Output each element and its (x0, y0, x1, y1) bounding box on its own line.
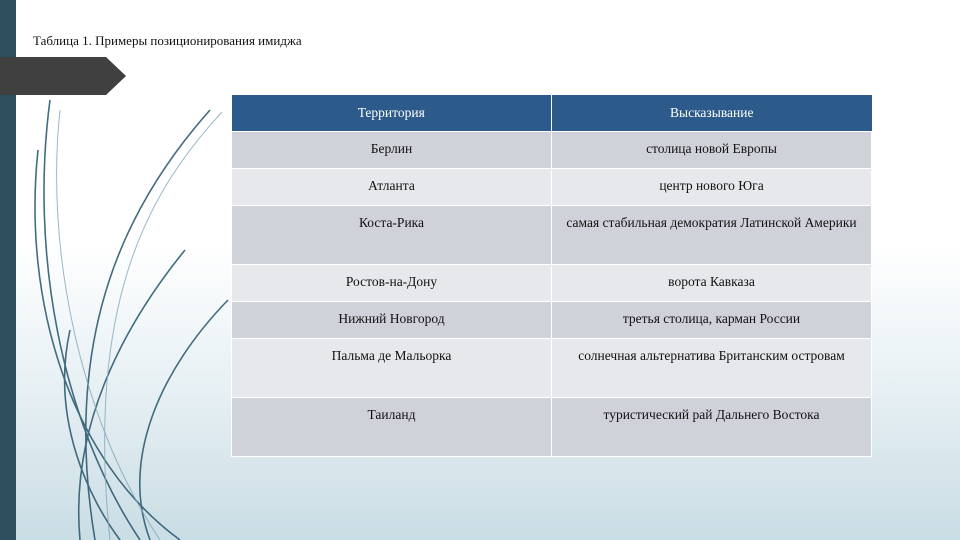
table-row (232, 169, 872, 206)
cell-statement: столица новой Европы (552, 132, 872, 169)
cell-statement: туристический рай Дальнего Востока (552, 398, 872, 457)
table-header-row (232, 95, 872, 132)
cell-territory: Нижний Новгород (232, 302, 552, 339)
cell-territory: Пальма де Мальорка (232, 339, 552, 398)
table-row (232, 302, 872, 339)
table-row (232, 339, 872, 398)
cell-territory: Коста-Рика (232, 206, 552, 265)
table-row (232, 398, 872, 457)
cell-statement: самая стабильная демократия Латинской Америки (552, 206, 872, 265)
cell-territory: Ростов-на-Дону (232, 265, 552, 302)
cell-territory: Атланта (232, 169, 552, 206)
cell-territory: Берлин (232, 132, 552, 169)
cell-statement: ворота Кавказа (552, 265, 872, 302)
cell-statement: центр нового Юга (552, 169, 872, 206)
arrow-tab-shape (0, 57, 126, 95)
header-statement: Высказывание (552, 95, 872, 132)
table-row (232, 206, 872, 265)
table-row (232, 132, 872, 169)
slide-title: Таблица 1. Примеры позиционирования имиджа (33, 33, 302, 48)
positioning-table (231, 95, 871, 457)
header-territory: Территория (232, 95, 552, 132)
table-row (232, 265, 872, 302)
cell-statement: солнечная альтернатива Британским островам (552, 339, 872, 398)
cell-territory: Таиланд (232, 398, 552, 457)
cell-statement: третья столица, карман России (552, 302, 872, 339)
